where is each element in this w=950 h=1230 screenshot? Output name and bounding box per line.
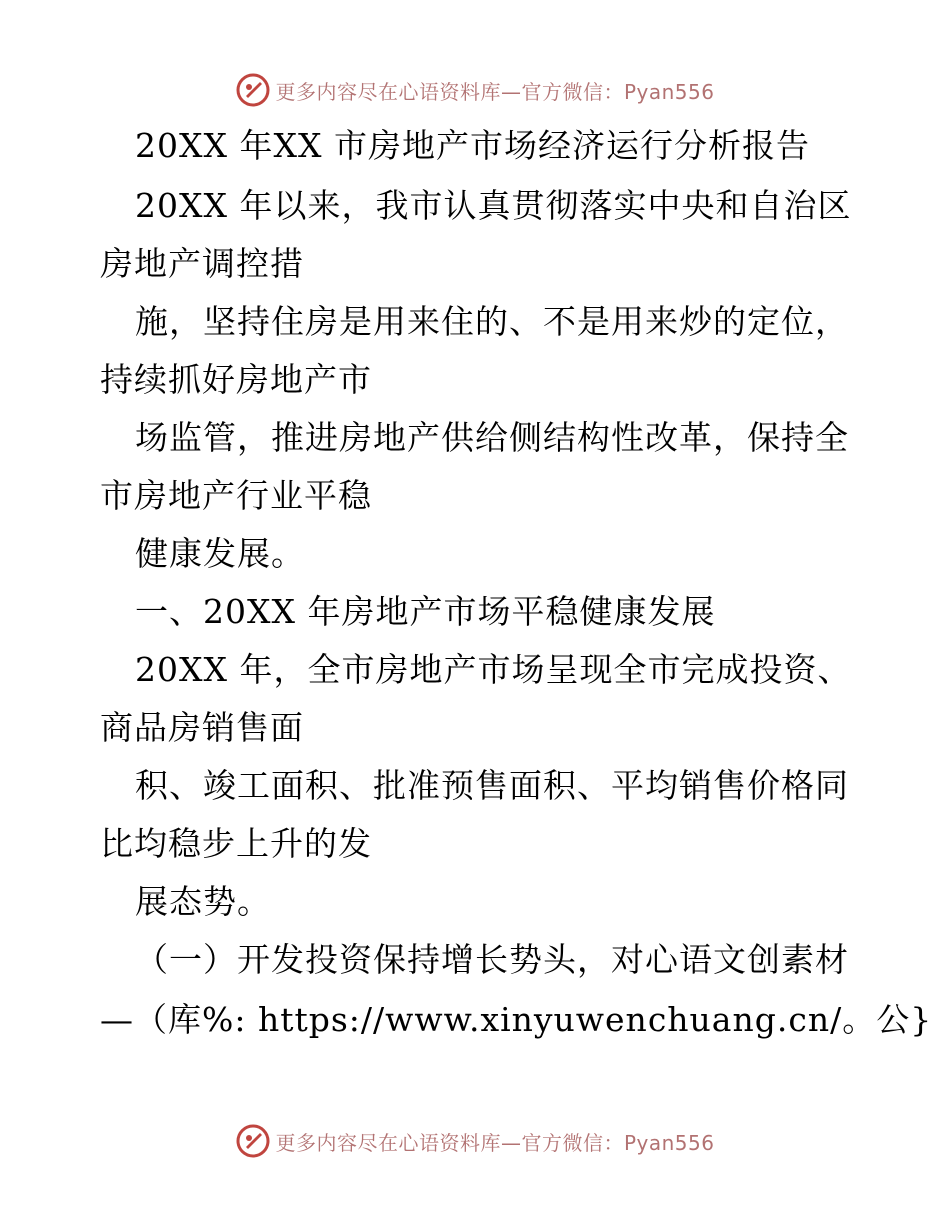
paragraph-line: 20XX 年以来，我市认真贯彻落实中央和自治区	[135, 186, 852, 225]
paragraph-line: 展态势。	[135, 882, 271, 921]
paragraph-line: 市房地产行业平稳	[100, 476, 372, 515]
paragraph-line: 场监管，推进房地产供给侧结构性改革，保持全	[135, 418, 849, 457]
paragraph-line: 房地产调控措	[100, 244, 304, 283]
header-banner-text: 更多内容尽在心语资料库—官方微信：Pyan556	[275, 79, 715, 104]
paragraph-line: 比均稳步上升的发	[100, 824, 372, 863]
paragraph-line: 持续抓好房地产市	[100, 360, 372, 399]
paragraph-line: 积、竣工面积、批准预售面积、平均销售价格同	[135, 766, 849, 805]
header-banner	[0, 70, 950, 110]
subsection-heading: （一）开发投资保持增长势头，对心语文创素材	[135, 940, 849, 979]
footer-banner-text: 更多内容尽在心语资料库—官方微信：Pyan556	[275, 1130, 715, 1155]
paragraph-line: 商品房销售面	[100, 708, 304, 747]
footer-banner	[0, 1121, 950, 1161]
paragraph-line: 健康发展。	[135, 534, 305, 573]
seal-logo-icon	[235, 1123, 271, 1159]
section-heading: 一、20XX 年房地产市场平稳健康发展	[135, 592, 716, 631]
paragraph-line-link: —（库%: https://www.xinyuwenchuang.cn/。公}	[100, 1000, 933, 1039]
seal-logo-icon	[235, 72, 271, 108]
paragraph-line: 施，坚持住房是用来住的、不是用来炒的定位，	[135, 302, 849, 341]
document-title: 20XX 年XX 市房地产市场经济运行分析报告	[135, 126, 810, 165]
paragraph-line: 20XX 年，全市房地产市场呈现全市完成投资、	[135, 650, 852, 689]
